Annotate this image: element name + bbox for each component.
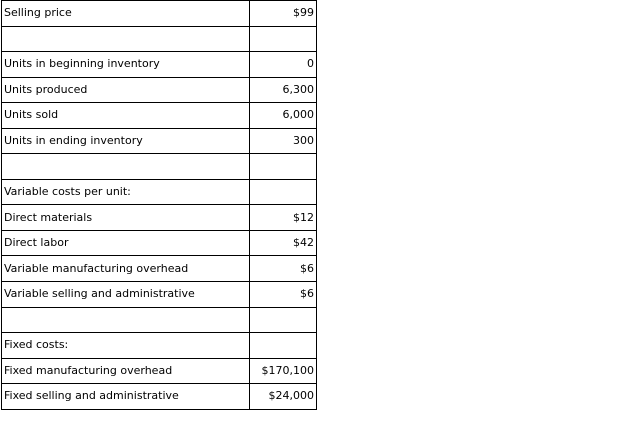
row-value [250, 307, 317, 333]
row-label: Fixed selling and administrative [2, 384, 250, 410]
row-value [250, 26, 317, 52]
row-value: $12 [250, 205, 317, 231]
table-row [2, 103, 317, 129]
row-label: Units produced [2, 77, 250, 103]
row-label: Units in ending inventory [2, 128, 250, 154]
table-row [2, 179, 317, 205]
row-label: Direct labor [2, 230, 250, 256]
row-value [250, 154, 317, 180]
row-value [250, 179, 317, 205]
row-value: 300 [250, 128, 317, 154]
row-label: Units sold [2, 103, 250, 129]
table-row [2, 230, 317, 256]
table-row [2, 205, 317, 231]
row-label: Selling price [2, 1, 250, 27]
table-row [2, 358, 317, 384]
row-label [2, 154, 250, 180]
row-label: Fixed manufacturing overhead [2, 358, 250, 384]
table-row [2, 333, 317, 359]
cost-data-table [1, 0, 317, 410]
table-row [2, 384, 317, 410]
row-value: $99 [250, 1, 317, 27]
table-row [2, 26, 317, 52]
row-value: $6 [250, 256, 317, 282]
table-row [2, 307, 317, 333]
row-label: Units in beginning inventory [2, 52, 250, 78]
row-label: Variable selling and administrative [2, 282, 250, 308]
table-row [2, 256, 317, 282]
row-label: Fixed costs: [2, 333, 250, 359]
row-value: $42 [250, 230, 317, 256]
table-row [2, 154, 317, 180]
row-value [250, 333, 317, 359]
row-label [2, 26, 250, 52]
row-value: $170,100 [250, 358, 317, 384]
row-value: 6,300 [250, 77, 317, 103]
row-value: 0 [250, 52, 317, 78]
row-value: $6 [250, 282, 317, 308]
table-row [2, 282, 317, 308]
row-label: Variable manufacturing overhead [2, 256, 250, 282]
row-label: Variable costs per unit: [2, 179, 250, 205]
row-label [2, 307, 250, 333]
row-label: Direct materials [2, 205, 250, 231]
table-row [2, 128, 317, 154]
table-row [2, 1, 317, 27]
table-row [2, 77, 317, 103]
table-row [2, 52, 317, 78]
row-value: $24,000 [250, 384, 317, 410]
row-value: 6,000 [250, 103, 317, 129]
